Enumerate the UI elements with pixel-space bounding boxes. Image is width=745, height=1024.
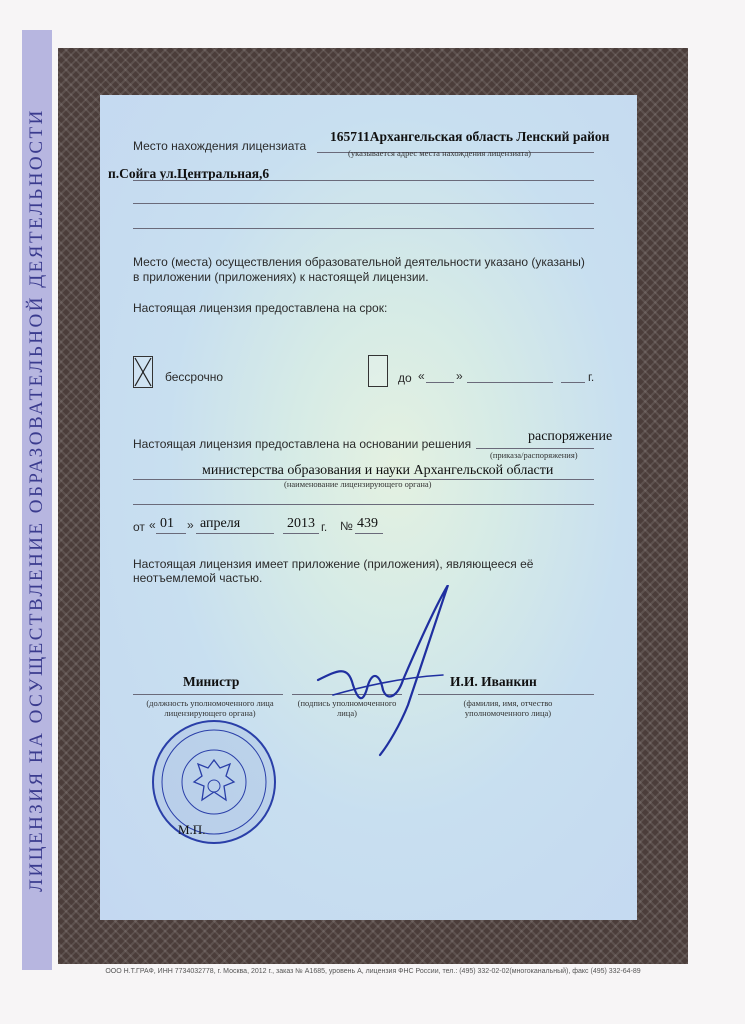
decision-day-line (156, 533, 186, 534)
until-checkbox (368, 355, 388, 387)
location-label: Место нахождения лицензиата (133, 139, 307, 153)
signature-caption: (подпись уполномоченного лица) (297, 698, 397, 718)
location-value-line1: 165711Архангельская область Ленский район (330, 129, 610, 144)
printer-footer: ООО Н.Т.ГРАФ, ИНН 7734032778, г. Москва, 2012 г., заказ № А1685, уровень А, лицензия ФНС России, тел.: (495) 332-02-02(многоканальный), факс (495) 332-64-89 (105, 968, 641, 975)
decision-year-suffix: г. (321, 520, 328, 534)
decision-year-line (283, 533, 319, 534)
official-seal-icon (150, 718, 278, 846)
name-caption: (фамилия, имя, отчество уполномоченного лица) (463, 698, 553, 718)
stamp-place: М.П. (178, 822, 206, 837)
from-label: от (133, 520, 145, 534)
location-line-3 (133, 203, 594, 204)
until-year-line (561, 382, 585, 383)
position-caption: (должность уполномоченного лица лицензирующего органа) (146, 698, 274, 718)
location-value-line2: п.Сойга ул.Центральная,6 (108, 166, 270, 181)
number-label: № (340, 519, 353, 533)
location-caption: (указывается адрес места нахождения лицензиата) (348, 148, 532, 158)
term-label: Настоящая лицензия предоставлена на срок: (133, 301, 388, 315)
basis-extra-line (133, 504, 594, 505)
decision-month: апреля (200, 516, 241, 531)
signatory-position: Министр (183, 674, 240, 689)
appendix-text-2: неотъемлемой частью. (133, 571, 263, 585)
checkbox-mark-icon (134, 357, 152, 387)
location-line-4 (133, 228, 594, 229)
decision-year: 2013 (287, 516, 315, 531)
until-label: до (398, 371, 412, 385)
decision-number: 439 (357, 516, 378, 531)
unlimited-label: бессрочно (165, 370, 224, 384)
decision-day: 01 (160, 516, 174, 531)
until-month-line (467, 382, 553, 383)
places-text-1: Место (места) осуществления образовательной деятельности указано (указаны) (133, 255, 585, 269)
basis-label: Настоящая лицензия предоставлена на основании решения (133, 437, 472, 451)
decision-month-line (196, 533, 274, 534)
until-year-suffix: г. (588, 370, 595, 384)
signatory-name: И.И. Иванкин (450, 674, 537, 689)
side-title: ЛИЦЕНЗИЯ НА ОСУЩЕСТВЛЕНИЕ ОБРАЗОВАТЕЛЬНОЙ ДЕЯТЕЛЬНОСТИ (26, 108, 47, 892)
handwritten-signature-icon (308, 585, 468, 765)
places-text-2: в приложении (приложениях) к настоящей лицензии. (133, 270, 429, 284)
position-line (133, 694, 283, 695)
appendix-text-1: Настоящая лицензия имеет приложение (приложения), являющееся её (133, 557, 534, 571)
location-line-2 (133, 180, 594, 181)
basis-doc-type: распоряжение (528, 429, 613, 444)
basis-doc-type-caption: (приказа/распоряжения) (490, 450, 578, 460)
until-day-line (426, 382, 454, 383)
basis-organ: министерства образования и науки Архангельской области (202, 463, 554, 478)
basis-doc-line (476, 448, 594, 449)
decision-number-line (355, 533, 383, 534)
basis-organ-caption: (наименование лицензирующего органа) (284, 479, 432, 489)
